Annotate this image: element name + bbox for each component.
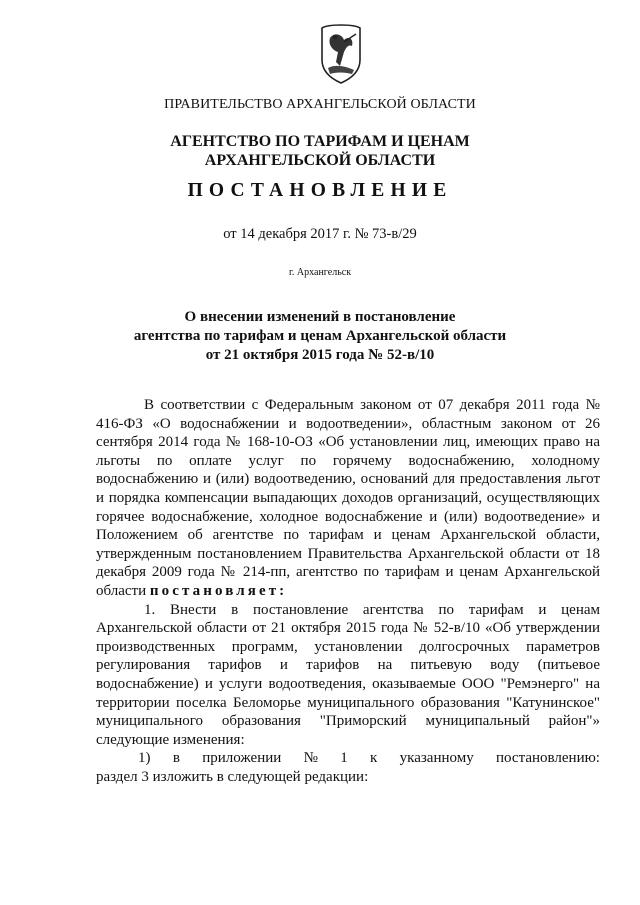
- subpoint-1-word: 1: [340, 750, 348, 767]
- point-1-paragraph: 1. Внести в постановление агентства по тарифам и ценам Архангельской области от 21 октября 2015 года № 52-в/10 «Об утверждении производственных программ, установлении долгосрочных параметров регулирования тарифов и тарифов на питьевую воду (питьевое водоснабжение) и услуги водоотведения, оказываемые ООО "Ремэнерго" на территории поселка Беломорье муниципального образования "Катунинское" муниципального образования "Приморский муниципальный район"» следующие изменения:: [96, 601, 600, 748]
- government-name: ПРАВИТЕЛЬСТВО АРХАНГЕЛЬСКОЙ ОБЛАСТИ: [164, 97, 476, 112]
- resolves-keyword: постановляет:: [149, 582, 288, 599]
- agency-name-line-2: АРХАНГЕЛЬСКОЙ ОБЛАСТИ: [204, 152, 436, 169]
- document-subject: [0, 308, 640, 365]
- subpoint-1-word: 1): [138, 750, 151, 767]
- subject-line-3: от 21 октября 2015 года № 52-в/10: [205, 347, 435, 363]
- document-city: г. Архангельск: [288, 267, 352, 278]
- agency-name-line-1: АГЕНТСТВО ПО ТАРИФАМ И ЦЕНАМ: [170, 133, 470, 150]
- subpoint-1-word: постановлению:: [496, 750, 600, 767]
- intro-text: В соответствии с Федеральным законом от 07 декабря 2011 года № 416-ФЗ «О водоснабжении и водоотведении», областным законом от 26 сентября 2014 года № 168-10-ОЗ «Об установлении лиц, имеющих право на льготы по оплате услуг по горячему водоснабжению, холодному водоснабжению и (или) водоотведению, оснований для предоставления льгот и порядка компенсации выпадающих доходов организаций, осуществляющих горячее водоснабжение, холодное водоснабжение и (или) водоотведение» и Положением об агентстве по тарифам и ценам Архангельской области, утвержденным постановлением Правительства Архангельской области от 18 декабря 2009 года № 214-пп, агентство по тарифам и ценам Архангельской области: [96, 397, 600, 599]
- agency-name: [0, 132, 640, 170]
- subpoint-1-word: в: [172, 750, 180, 767]
- intro-paragraph: [96, 396, 600, 601]
- subpoint-1-word: к: [370, 750, 378, 767]
- subpoint-1-word: указанному: [399, 750, 474, 767]
- document-body: [96, 396, 600, 786]
- coat-of-arms-icon: [318, 22, 364, 84]
- subject-line-2: агентства по тарифам и ценам Архангельской области: [133, 328, 507, 344]
- document-date-number: от 14 декабря 2017 г. № 73-в/29: [223, 226, 417, 242]
- subject-line-1: О внесении изменений в постановление: [184, 309, 456, 325]
- subpoint-1-continuation: раздел 3 изложить в следующей редакции:: [96, 768, 369, 785]
- document-type: ПОСТАНОВЛЕНИЕ: [187, 180, 453, 201]
- subpoint-1-word: приложении: [202, 750, 282, 767]
- subpoint-1-word: №: [303, 750, 318, 767]
- subpoint-1-first-line: [96, 749, 600, 768]
